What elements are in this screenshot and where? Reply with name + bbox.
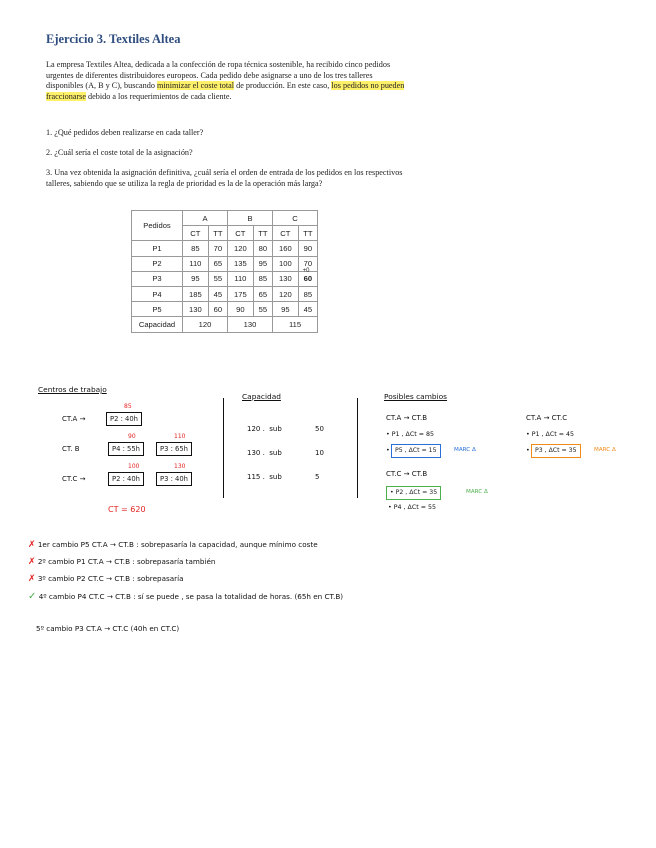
cell: 85	[298, 286, 317, 301]
p3-note: +0	[302, 267, 310, 274]
cell: 65	[253, 286, 272, 301]
subheader: TT	[298, 226, 317, 241]
cell: 110	[183, 256, 209, 271]
row-label: P2	[132, 256, 183, 271]
change-2-box: • P2 , ΔCt = 35	[386, 486, 441, 500]
cell: 55	[253, 302, 272, 317]
cell: 60	[208, 302, 227, 317]
change-2-head: CT.C → CT.B	[386, 470, 428, 478]
x-mark-icon: ✗	[28, 557, 36, 567]
box-c1: P2 : 40h	[108, 472, 144, 486]
cell: 55	[208, 271, 227, 286]
highlight-no-fraction: los pedidos no pueden fraccionarse	[46, 81, 405, 101]
row-label: P1	[132, 241, 183, 256]
changes-heading: Posibles cambios	[384, 392, 448, 401]
cap-row-1: 120 . sub 50	[247, 425, 324, 433]
total-cost: CT = 620	[108, 505, 146, 514]
cell: 130	[228, 317, 273, 332]
cell: 65	[208, 256, 227, 271]
highlight-minimize: minimizar el coste total	[156, 81, 235, 91]
x-mark-icon: ✗	[28, 540, 36, 550]
box-a1-note: 85	[124, 403, 132, 410]
cap-row-3: 115 . sub 5	[247, 473, 320, 481]
ct-c-label: CT.C →	[62, 475, 86, 483]
change-2-line: • P4 , ΔCt = 55	[388, 504, 436, 511]
step-5: 5º cambio P3 CT.A → CT.C (40h en CT.C)	[36, 624, 180, 633]
cell: 45	[208, 286, 227, 301]
intro-paragraph: La empresa Textiles Altea, dedicada a la confección de ropa técnica sostenible, ha recibido cinco pedidos urgentes de diferentes distribuidores europeos. Cada pedido debe asignarse a uno de los tres talleres disponibles (A, B y C), buscando minimizar el coste total de producción. En este caso, los pedidos no pueden fraccionarse debido a los requerimientos de cada cliente.	[46, 60, 405, 101]
change-1-head: CT.A → CT.B	[386, 414, 428, 422]
table-row	[132, 302, 318, 317]
box-b1: P4 : 55h	[108, 442, 144, 456]
cell: 70	[208, 241, 227, 256]
cell: 45	[298, 302, 317, 317]
table-row	[132, 271, 318, 286]
change-1-tag: MARC Δ	[454, 447, 476, 453]
table-corner: Pedidos	[132, 211, 183, 241]
cell: 95	[253, 256, 272, 271]
subheader: CT	[228, 226, 254, 241]
table-row	[132, 241, 318, 256]
step-3: ✗ 3º cambio P2 CT.C → CT.B : sobrepasaría	[28, 574, 184, 584]
box-b2: P3 : 65h	[156, 442, 192, 456]
change-1-line: • P1 , ΔCt = 85	[386, 431, 434, 438]
step-2: ✗ 2º cambio P1 CT.A → CT.B : sobrepasaría también	[28, 557, 216, 567]
x-mark-icon: ✗	[28, 574, 36, 584]
ct-b-label: CT. B	[62, 445, 80, 453]
group-header: B	[228, 211, 273, 226]
table-row	[132, 256, 318, 271]
step-4: ✓ 4º cambio P4 CT.C → CT.B : sí se puede , se pasa la totalidad de horas. (65h en CT.B)	[28, 591, 344, 602]
cell: 120	[228, 241, 254, 256]
change-3-line: • P1 , ΔCt = 45	[526, 431, 574, 438]
cell: 85	[253, 271, 272, 286]
subheader: TT	[253, 226, 272, 241]
box-c2: P3 : 40h	[156, 472, 192, 486]
table-row	[132, 286, 318, 301]
cell: 100	[273, 256, 299, 271]
cell: 115	[273, 317, 318, 332]
cell: 70	[298, 256, 317, 271]
question-1: 1. ¿Qué pedidos deben realizarse en cada taller?	[46, 128, 204, 137]
bullet: •	[526, 447, 530, 454]
change-2-tag: MARC Δ	[466, 489, 488, 495]
ct-a-label: CT.A →	[62, 415, 86, 423]
row-label: P5	[132, 302, 183, 317]
change-3-head: CT.A → CT.C	[526, 414, 568, 422]
box-b2-note: 110	[174, 433, 186, 440]
group-header: C	[273, 211, 318, 226]
change-3-tag: MARC Δ	[594, 447, 616, 453]
divider-2	[357, 398, 358, 498]
change-3-box: P3 , ΔCt = 35	[531, 444, 581, 458]
question-2: 2. ¿Cuál sería el coste total de la asignación?	[46, 148, 193, 157]
capacity-heading: Capacidad	[242, 392, 281, 401]
cell: 85	[183, 241, 209, 256]
cell: 80	[253, 241, 272, 256]
cell: 95	[273, 302, 299, 317]
cell: 160	[273, 241, 299, 256]
row-label: P3	[132, 271, 183, 286]
cell: 120	[183, 317, 228, 332]
centers-heading: Centros de trabajo	[38, 385, 107, 394]
cell: 110	[228, 271, 254, 286]
divider-1	[223, 398, 224, 498]
subheader: TT	[208, 226, 227, 241]
cell: 90	[228, 302, 254, 317]
bullet: •	[386, 447, 390, 454]
subheader: CT	[183, 226, 209, 241]
cell: 95	[183, 271, 209, 286]
cell: +0 60	[298, 271, 317, 286]
cell: 175	[228, 286, 254, 301]
row-label: Capacidad	[132, 317, 183, 332]
cell: 120	[273, 286, 299, 301]
row-label: P4	[132, 286, 183, 301]
question-3: 3. Una vez obtenida la asignación definitiva, ¿cuál sería el orden de entrada de los pedidos en los respectivos talleres, sabiendo que se utiliza la regla de prioridad es la de la operación más larga?	[46, 168, 403, 188]
orders-table	[131, 210, 318, 333]
group-header: A	[183, 211, 228, 226]
capacity-row	[132, 317, 318, 332]
cap-row-2: 130 . sub 10	[247, 449, 324, 457]
cell: 130	[183, 302, 209, 317]
cell: 90	[298, 241, 317, 256]
cell: 130	[273, 271, 299, 286]
exercise-title: Ejercicio 3. Textiles Altea	[46, 32, 181, 46]
check-mark-icon: ✓	[28, 591, 37, 602]
cell: 135	[228, 256, 254, 271]
step-1: ✗ 1er cambio P5 CT.A → CT.B : sobrepasaría la capacidad, aunque mínimo coste	[28, 540, 318, 550]
change-1-box: P5 , ΔCt = 15	[391, 444, 441, 458]
cell: 185	[183, 286, 209, 301]
box-a1: P2 : 40h	[106, 412, 142, 426]
box-b1-note: 90	[128, 433, 136, 440]
box-c1-note: 100	[128, 463, 140, 470]
subheader: CT	[273, 226, 299, 241]
box-c2-note: 130	[174, 463, 186, 470]
